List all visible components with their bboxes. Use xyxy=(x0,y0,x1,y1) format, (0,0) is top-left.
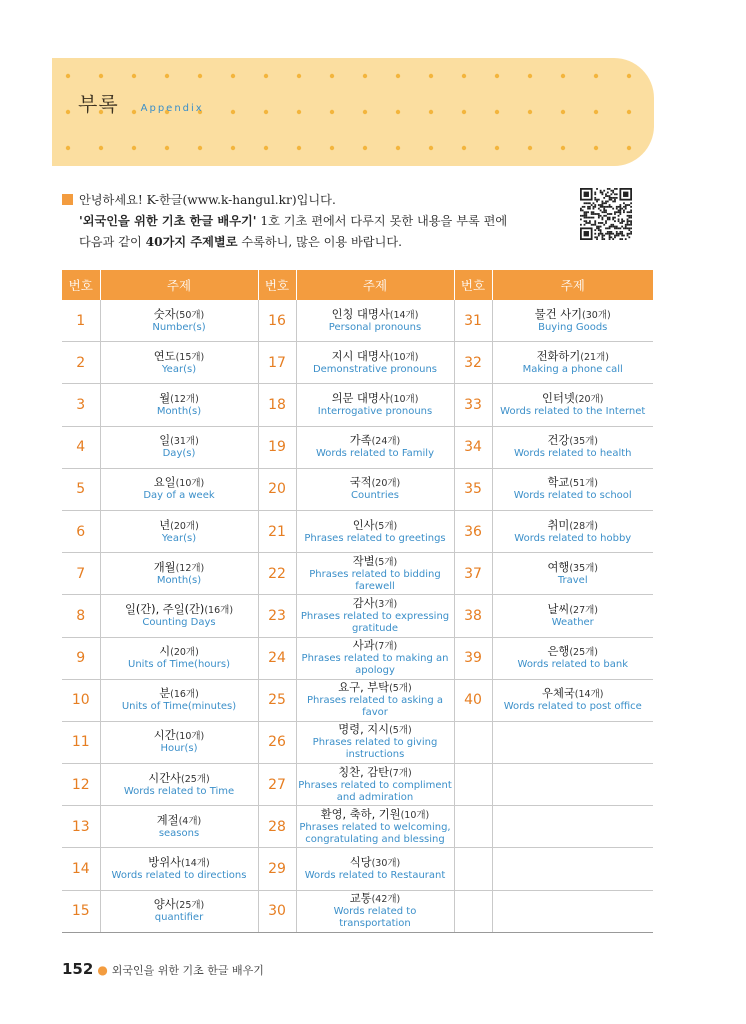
topic-number: 34 xyxy=(454,426,492,468)
topic-number: 30 xyxy=(258,890,296,932)
topic-cell xyxy=(100,890,258,932)
topic-english: Words related to hobby xyxy=(514,532,632,544)
topic-number: 16 xyxy=(258,300,296,342)
topic-word-count: (27개) xyxy=(569,604,598,616)
topic-number: 9 xyxy=(62,637,100,679)
topic-word-count: (20개) xyxy=(371,478,401,490)
topic-english: Phrases related to compliment and admiration xyxy=(298,779,452,803)
topic-number: 6 xyxy=(62,510,100,552)
topic-word-count: (51개) xyxy=(569,478,598,490)
topic-korean-word: 요구, 부탁 xyxy=(338,681,390,695)
topic-number: 4 xyxy=(62,426,100,468)
topic-number: 18 xyxy=(258,384,296,426)
topic-english: Buying Goods xyxy=(538,321,608,333)
topic-word-count: (10개) xyxy=(389,351,419,363)
table-row xyxy=(62,342,653,384)
topic-korean-word: 일 xyxy=(159,434,171,448)
topic-korean xyxy=(101,856,258,870)
topic-english: Phrases related to making an apology xyxy=(301,653,449,677)
topic-word-count: (3개) xyxy=(374,598,398,610)
topic-korean xyxy=(297,681,454,695)
topic-english: Number(s) xyxy=(152,321,206,333)
topic-korean-word: 월 xyxy=(159,391,171,405)
topic-cell xyxy=(100,721,258,763)
topic-korean-word: 계절 xyxy=(156,813,179,827)
topic-cell xyxy=(100,595,258,637)
topic-number: 17 xyxy=(258,342,296,384)
topic-word-count: (24개) xyxy=(371,436,401,448)
topic-english: Month(s) xyxy=(156,405,202,417)
topic-cell xyxy=(100,806,258,848)
topic-english: Demonstrative pronouns xyxy=(312,363,438,375)
topic-english: Phrases related to bidding farewell xyxy=(309,568,441,592)
topic-english: Travel xyxy=(557,574,588,586)
book-title: 외국인을 위한 기초 한글 배우기 xyxy=(111,964,264,977)
topic-word-count: (15개) xyxy=(175,351,205,363)
topic-korean-word: 분 xyxy=(159,687,171,701)
topic-english: Words related to post office xyxy=(503,701,642,713)
topic-korean xyxy=(297,308,454,322)
topic-word-count: (20개) xyxy=(170,647,199,659)
topic-cell xyxy=(296,342,454,384)
topic-korean-word: 취미 xyxy=(547,518,570,532)
topic-word-count: (20개) xyxy=(574,393,604,405)
topic-cell xyxy=(100,510,258,552)
topic-word-count: (31개) xyxy=(170,436,199,448)
page-footer xyxy=(62,960,264,978)
topic-korean xyxy=(297,434,454,448)
topic-number: 33 xyxy=(454,384,492,426)
topic-cell xyxy=(100,342,258,384)
topic-korean xyxy=(493,519,654,533)
topic-english: Month(s) xyxy=(156,574,202,586)
topic-korean xyxy=(297,555,454,569)
topic-cell xyxy=(296,553,454,595)
topic-number: 31 xyxy=(454,300,492,342)
topic-english: Phrases related to welcoming, congratulating and blessing xyxy=(299,821,451,845)
topic-cell xyxy=(492,764,653,806)
topic-korean xyxy=(493,434,654,448)
topic-english: Day(s) xyxy=(162,448,196,460)
topic-korean xyxy=(297,476,454,490)
table-row xyxy=(62,510,653,552)
table-row xyxy=(62,848,653,890)
topic-cell xyxy=(296,848,454,890)
topic-korean-word: 칭찬, 감탄 xyxy=(338,765,390,779)
topic-korean-word: 시 xyxy=(159,645,171,659)
topic-english: Words related to Time xyxy=(123,785,235,797)
table-row xyxy=(62,553,653,595)
topic-korean xyxy=(101,729,258,743)
topic-word-count: (30개) xyxy=(371,858,401,870)
topic-english: Phrases related to asking a favor xyxy=(306,695,444,719)
topic-korean-word: 우체국 xyxy=(542,687,575,701)
topic-english: Making a phone call xyxy=(522,363,623,375)
topic-word-count: (14개) xyxy=(574,689,604,701)
topic-number: 24 xyxy=(258,637,296,679)
topic-korean-word: 교통 xyxy=(349,892,372,906)
table-row xyxy=(62,764,653,806)
header-number: 번호 xyxy=(258,270,296,300)
topic-cell xyxy=(492,848,653,890)
topic-cell xyxy=(492,426,653,468)
topic-word-count: (25개) xyxy=(175,900,205,912)
topic-english: Year(s) xyxy=(161,532,197,544)
table-row xyxy=(62,468,653,510)
topic-korean-word: 시간 xyxy=(153,729,176,743)
topic-cell xyxy=(296,384,454,426)
topic-korean-word: 여행 xyxy=(547,560,570,574)
topic-number: 5 xyxy=(62,468,100,510)
header-topic: 주제 xyxy=(492,270,653,300)
topic-cell xyxy=(296,426,454,468)
topic-number: 3 xyxy=(62,384,100,426)
topic-korean xyxy=(493,645,654,659)
topic-korean xyxy=(493,392,654,406)
topic-korean xyxy=(101,561,258,575)
bullet-icon xyxy=(62,194,73,205)
topic-word-count: (42개) xyxy=(371,894,401,906)
topic-cell xyxy=(296,468,454,510)
topic-korean-word: 지시 대명사 xyxy=(331,349,390,363)
topic-word-count: (10개) xyxy=(389,393,419,405)
topic-korean-word: 전화하기 xyxy=(536,349,581,363)
topic-korean xyxy=(297,350,454,364)
topic-word-count: (7개) xyxy=(374,641,398,653)
intro-line-3-pre: 다음과 같이 xyxy=(79,235,146,249)
intro-line-1: 안녕하세요! K-한글(www.k-hangul.kr)입니다. xyxy=(79,193,336,207)
topic-number: 23 xyxy=(258,595,296,637)
topic-korean xyxy=(101,814,258,828)
bullet-dot-icon: ● xyxy=(97,963,108,977)
topic-cell xyxy=(100,300,258,342)
topic-english: Interrogative pronouns xyxy=(317,405,433,417)
topic-korean-word: 양사 xyxy=(153,898,176,912)
topic-number: 20 xyxy=(258,468,296,510)
topic-word-count: (14개) xyxy=(181,858,210,870)
topic-english: Phrases related to giving instructions xyxy=(312,737,438,761)
topic-cell xyxy=(492,721,653,763)
topic-word-count: (14개) xyxy=(389,309,419,321)
topic-korean-word: 가족 xyxy=(349,434,372,448)
topic-korean-word: 국적 xyxy=(349,476,372,490)
topic-word-count: (25개) xyxy=(181,773,210,785)
topic-number: 29 xyxy=(258,848,296,890)
topic-cell xyxy=(296,764,454,806)
topic-number xyxy=(454,806,492,848)
topic-english: Words related to directions xyxy=(111,870,247,882)
topic-number: 22 xyxy=(258,553,296,595)
topic-english: Words related to the Internet xyxy=(500,405,646,417)
topic-korean-word: 방위사 xyxy=(148,856,182,870)
topic-english: Phrases related to expressing gratitude xyxy=(300,610,450,634)
topic-cell xyxy=(492,637,653,679)
topic-korean-word: 물건 사기 xyxy=(534,307,583,321)
title-english: Appendix xyxy=(140,103,204,114)
topic-number: 36 xyxy=(454,510,492,552)
topic-cell xyxy=(296,721,454,763)
header-number: 번호 xyxy=(62,270,100,300)
topic-korean xyxy=(101,772,258,786)
topic-korean xyxy=(101,476,258,490)
topic-korean-word: 식당 xyxy=(349,856,372,870)
topic-korean xyxy=(101,687,258,701)
topic-cell xyxy=(100,764,258,806)
topic-english: Words related to transportation xyxy=(333,906,417,930)
topic-english: quantifier xyxy=(154,912,204,924)
topic-english: seasons xyxy=(158,827,200,839)
topic-word-count: (16개) xyxy=(204,604,234,616)
topic-english: Words related to bank xyxy=(517,659,628,671)
topic-word-count: (12개) xyxy=(170,393,199,405)
table-row xyxy=(62,300,653,342)
topic-word-count: (5개) xyxy=(389,725,412,737)
topic-word-count: (5개) xyxy=(374,556,398,568)
topic-korean xyxy=(297,808,454,822)
topic-word-count: (21개) xyxy=(580,351,609,363)
topic-word-count: (20개) xyxy=(170,520,199,532)
topic-korean xyxy=(493,476,654,490)
topic-number xyxy=(454,764,492,806)
header-topic: 주제 xyxy=(296,270,454,300)
table-row xyxy=(62,637,653,679)
topic-english: Words related to Family xyxy=(315,448,435,460)
topic-korean-word: 개월 xyxy=(153,560,176,574)
topic-korean xyxy=(297,597,454,611)
topic-korean xyxy=(101,350,258,364)
topic-korean-word: 년 xyxy=(159,518,171,532)
topic-word-count: (35개) xyxy=(569,562,598,574)
topic-number: 8 xyxy=(62,595,100,637)
topic-korean xyxy=(101,392,258,406)
topic-english: Year(s) xyxy=(161,363,197,375)
topic-cell xyxy=(296,806,454,848)
intro-text xyxy=(62,190,542,253)
topic-table xyxy=(62,270,653,933)
table-row xyxy=(62,721,653,763)
topic-korean xyxy=(101,434,258,448)
topic-korean xyxy=(493,687,654,701)
topic-cell xyxy=(492,468,653,510)
header-topic: 주제 xyxy=(100,270,258,300)
table-row xyxy=(62,806,653,848)
topic-korean xyxy=(493,603,654,617)
topic-korean-word: 인칭 대명사 xyxy=(331,307,390,321)
topic-word-count: (5개) xyxy=(374,520,398,532)
topic-number xyxy=(454,721,492,763)
topic-cell xyxy=(296,595,454,637)
topic-korean-word: 사과 xyxy=(352,639,375,653)
topic-cell xyxy=(492,679,653,721)
topic-word-count: (12개) xyxy=(175,562,205,574)
table-row xyxy=(62,595,653,637)
topic-korean xyxy=(297,723,454,737)
topic-korean xyxy=(297,856,454,870)
topic-number: 26 xyxy=(258,721,296,763)
topic-english: Units of Time(minutes) xyxy=(121,701,237,713)
topic-korean-word: 학교 xyxy=(547,476,570,490)
topic-korean xyxy=(493,561,654,575)
intro-book-title: '외국인을 위한 기초 한글 배우기' xyxy=(79,214,257,228)
topic-cell xyxy=(100,679,258,721)
topic-number: 13 xyxy=(62,806,100,848)
topic-cell xyxy=(100,848,258,890)
topic-number: 7 xyxy=(62,553,100,595)
topic-word-count: (7개) xyxy=(389,767,412,779)
topic-korean xyxy=(493,308,654,322)
topic-number: 35 xyxy=(454,468,492,510)
topic-word-count: (10개) xyxy=(400,809,430,821)
topic-number: 21 xyxy=(258,510,296,552)
topic-cell xyxy=(492,890,653,932)
topic-english: Day of a week xyxy=(143,490,215,502)
topic-cell xyxy=(100,384,258,426)
topic-korean xyxy=(101,519,258,533)
topic-word-count: (10개) xyxy=(175,731,205,743)
topic-number: 40 xyxy=(454,679,492,721)
topic-word-count: (10개) xyxy=(175,478,205,490)
page-title xyxy=(78,88,204,117)
topic-korean-word: 요일 xyxy=(153,476,176,490)
topic-cell xyxy=(100,468,258,510)
topic-korean xyxy=(297,519,454,533)
topic-english: Personal pronouns xyxy=(328,321,422,333)
topic-number: 1 xyxy=(62,300,100,342)
header-number: 번호 xyxy=(454,270,492,300)
topic-cell xyxy=(492,510,653,552)
title-korean: 부록 xyxy=(78,92,119,116)
topic-english: Words related to school xyxy=(513,490,632,502)
topic-korean xyxy=(101,308,258,322)
topic-number: 12 xyxy=(62,764,100,806)
topic-korean-word: 연도 xyxy=(153,349,176,363)
topic-cell xyxy=(492,342,653,384)
topic-korean-word: 인사 xyxy=(352,518,375,532)
topic-korean xyxy=(297,392,454,406)
topic-number xyxy=(454,848,492,890)
topic-word-count: (5개) xyxy=(389,683,412,695)
intro-topic-count: 40가지 주제별로 xyxy=(145,235,238,249)
topic-korean xyxy=(493,350,654,364)
topic-word-count: (16개) xyxy=(170,689,199,701)
topic-number: 2 xyxy=(62,342,100,384)
appendix-banner xyxy=(52,58,654,166)
topic-english: Weather xyxy=(551,616,594,628)
topic-word-count: (28개) xyxy=(569,520,598,532)
topic-korean-word: 은행 xyxy=(547,645,570,659)
topic-number: 37 xyxy=(454,553,492,595)
topic-cell xyxy=(100,426,258,468)
topic-number: 10 xyxy=(62,679,100,721)
topic-number: 32 xyxy=(454,342,492,384)
topic-cell xyxy=(492,384,653,426)
topic-number: 27 xyxy=(258,764,296,806)
topic-cell xyxy=(492,300,653,342)
topic-cell xyxy=(296,679,454,721)
topic-cell xyxy=(100,637,258,679)
topic-korean-word: 건강 xyxy=(547,434,570,448)
topic-korean-word: 감사 xyxy=(352,596,375,610)
topic-number: 38 xyxy=(454,595,492,637)
topic-number: 25 xyxy=(258,679,296,721)
intro-line-3-post: 수록하니, 많은 이용 바랍니다. xyxy=(237,235,402,249)
topic-korean-word: 의문 대명사 xyxy=(331,391,390,405)
topic-korean xyxy=(101,603,258,617)
topic-word-count: (25개) xyxy=(569,647,598,659)
topic-number: 11 xyxy=(62,721,100,763)
intro-line-2: 1호 기초 편에서 다루지 못한 내용을 부록 편에 xyxy=(256,214,508,228)
topic-word-count: (50개) xyxy=(175,309,205,321)
topic-number: 28 xyxy=(258,806,296,848)
topic-cell xyxy=(492,553,653,595)
topic-english: Countries xyxy=(351,490,399,502)
topic-cell xyxy=(296,637,454,679)
topic-korean-word: 환영, 축하, 기원 xyxy=(320,807,401,821)
topic-number: 39 xyxy=(454,637,492,679)
topic-word-count: (4개) xyxy=(178,815,202,827)
topic-english: Units of Time(hours) xyxy=(128,659,230,671)
topic-english: Phrases related to greetings xyxy=(304,532,446,544)
topic-number xyxy=(454,890,492,932)
topic-english: Hour(s) xyxy=(160,743,198,755)
topic-cell xyxy=(296,510,454,552)
topic-english: Words related to health xyxy=(513,448,632,460)
page-number: 152 xyxy=(62,960,94,978)
topic-korean xyxy=(101,898,258,912)
qr-code-icon xyxy=(580,188,632,240)
topic-korean-word: 작별 xyxy=(352,554,375,568)
topic-number: 15 xyxy=(62,890,100,932)
table-row xyxy=(62,384,653,426)
topic-word-count: (35개) xyxy=(569,436,598,448)
topic-korean-word: 일(간), 주일(간) xyxy=(124,602,205,616)
topic-cell xyxy=(492,595,653,637)
topic-number: 19 xyxy=(258,426,296,468)
topic-korean-word: 숫자 xyxy=(153,307,176,321)
topic-korean xyxy=(297,639,454,653)
topic-korean xyxy=(297,892,454,906)
topic-korean xyxy=(297,766,454,780)
table-header-row xyxy=(62,270,653,300)
topic-korean xyxy=(101,645,258,659)
topic-cell xyxy=(100,553,258,595)
topic-english: Words related to Restaurant xyxy=(304,870,446,882)
table-row xyxy=(62,426,653,468)
topic-cell xyxy=(296,890,454,932)
topic-word-count: (30개) xyxy=(582,309,611,321)
topic-cell xyxy=(492,806,653,848)
topic-korean-word: 명령, 지시 xyxy=(338,723,390,737)
topic-korean-word: 시간사 xyxy=(148,771,182,785)
topic-korean-word: 날씨 xyxy=(547,602,570,616)
topic-korean-word: 인터넷 xyxy=(542,391,575,405)
table-row xyxy=(62,890,653,932)
topic-number: 14 xyxy=(62,848,100,890)
topic-cell xyxy=(296,300,454,342)
table-row xyxy=(62,679,653,721)
topic-english: Counting Days xyxy=(142,616,216,628)
